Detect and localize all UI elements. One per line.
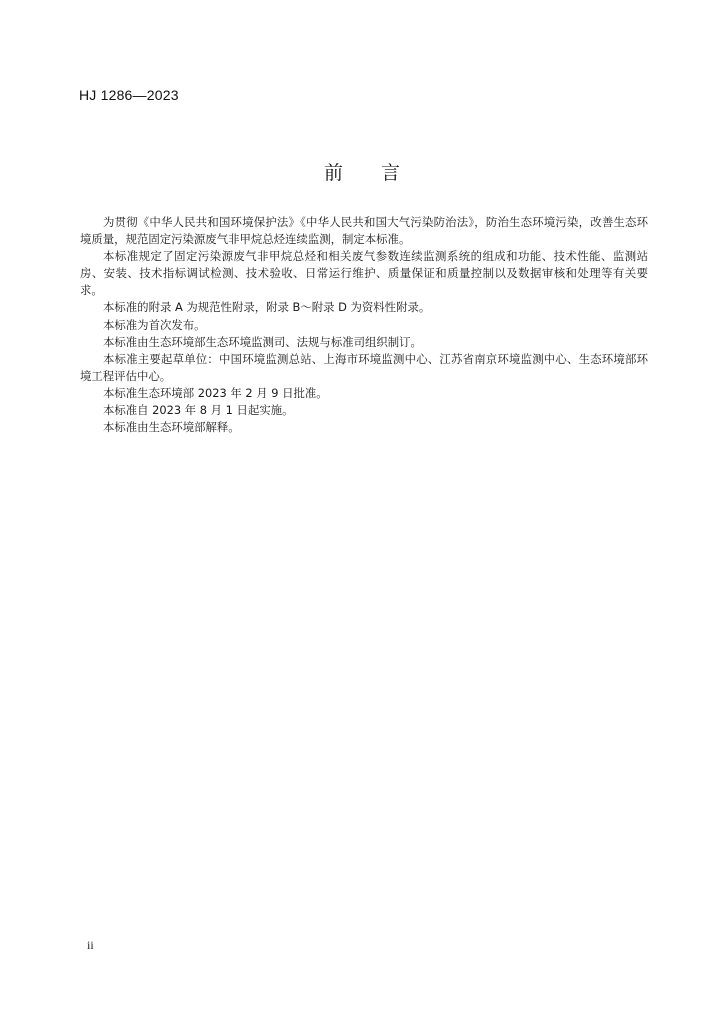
standard-code: HJ 1286—2023 (79, 87, 179, 103)
page-number: ii (87, 938, 94, 952)
paragraph-drafting-units: 本标准主要起草单位：中国环境监测总站、上海市环境监测中心、江苏省南京环境监测中心、生态环境部环境工程评估中心。 (80, 351, 648, 383)
paragraph-organizer: 本标准由生态环境部生态环境监测司、法规与标准司组织制订。 (103, 334, 422, 349)
paragraph-effective-date: 本标准自 2023 年 8 月 1 日起实施。 (103, 403, 294, 418)
paragraph-scope: 本标准规定了固定污染源废气非甲烷总烃和相关废气参数连续监测系统的组成和功能、技术性能、监测站房、安装、技术指标调试检测、技术验收、日常运行维护、质量保证和质量控制以及数据审核和处理等有关要求。 (80, 249, 648, 298)
foreword-body (80, 214, 648, 436)
page-title: 前言 (323, 162, 438, 184)
paragraph-approval: 本标准生态环境部 2023 年 2 月 9 日批准。 (103, 385, 328, 400)
paragraph-purpose: 为贯彻《中华人民共和国环境保护法》《中华人民共和国大气污染防治法》，防治生态环境污染，改善生态环境质量，规范固定污染源废气非甲烷总烃连续监测，制定本标准。 (80, 215, 648, 247)
paragraph-first-release: 本标准为首次发布。 (103, 317, 206, 332)
paragraph-appendix: 本标准的附录 A 为规范性附录，附录 B～附录 D 为资料性附录。 (103, 300, 431, 315)
paragraph-interpretation: 本标准由生态环境部解释。 (103, 420, 240, 435)
